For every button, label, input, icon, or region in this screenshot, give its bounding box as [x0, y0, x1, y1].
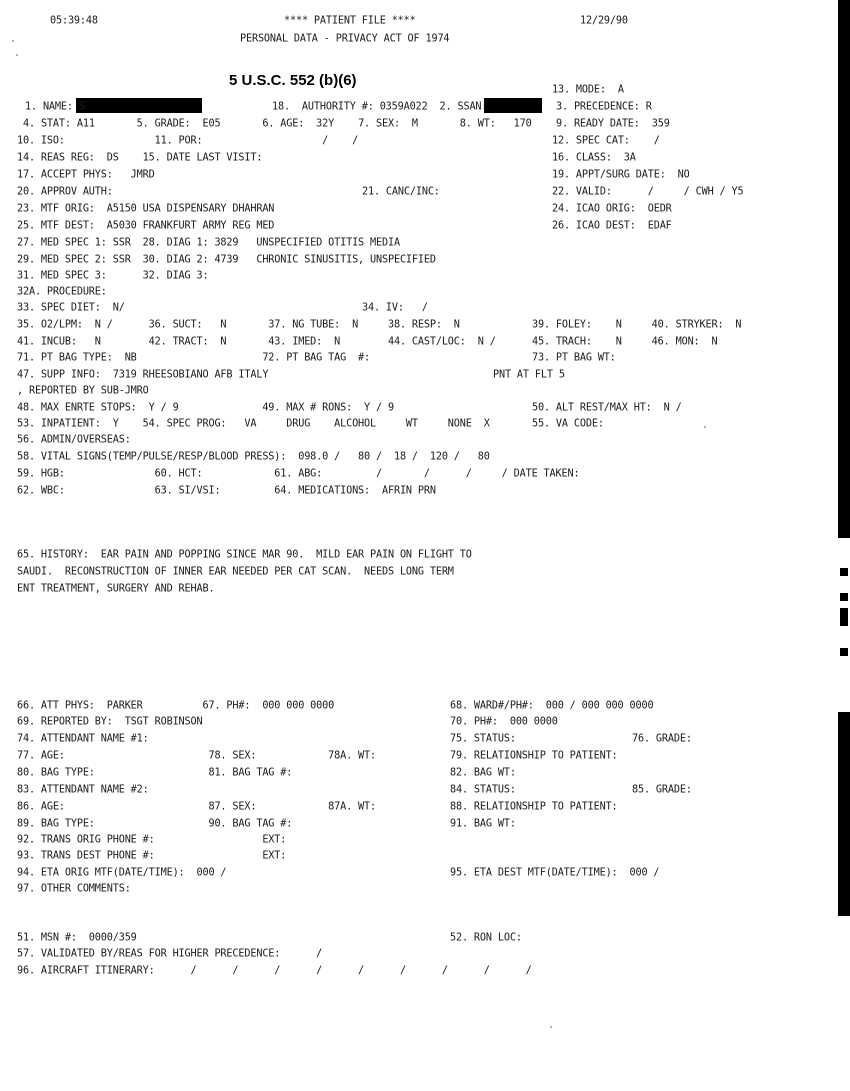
history-line-1: 65. HISTORY: EAR PAIN AND POPPING SINCE MAR 90. MILD EAR PAIN ON FLIGHT TO: [17, 549, 472, 561]
trans-orig-phone-line: 92. TRANS ORIG PHONE #: EXT:: [17, 834, 287, 846]
scan-edge-mark: [840, 608, 848, 626]
patient-stats-line: 4. STAT: A11 5. GRADE: E05 6. AGE: 32Y 7. SEX: M 8. WT: 170: [23, 118, 532, 130]
procedure-field: 32A. PROCEDURE:: [17, 286, 107, 298]
spec-cat-field: 12. SPEC CAT: /: [552, 135, 660, 147]
document-title: **** PATIENT FILE ****: [284, 15, 416, 27]
scan-speck: [704, 426, 706, 428]
redaction-code-stamp: 5 U.S.C. 552 (b)(6): [229, 72, 357, 89]
attendant-1-name-field: 74. ATTENDANT NAME #1:: [17, 733, 149, 745]
trans-dest-phone-line: 93. TRANS DEST PHONE #: EXT:: [17, 850, 287, 862]
ward-phone-field: 68. WARD#/PH#: 000 / 000 000 0000: [450, 700, 654, 712]
medications-line: 62. WBC: 63. SI/VSI: 64. MEDICATIONS: AFRIN PRN: [17, 485, 436, 497]
va-code-field: 55. VA CODE:: [532, 418, 604, 430]
equipment-line-1: 35. O2/LPM: N / 36. SUCT: N 37. NG TUBE: N 38. RESP: N: [17, 319, 460, 331]
ssan-redaction-block: [484, 98, 542, 113]
validated-by-field: 57. VALIDATED BY/REAS FOR HIGHER PRECEDENCE: /: [17, 948, 323, 960]
name-redaction-block: [76, 98, 202, 113]
trach-mon-field: 45. TRACH: N 46. MON: N: [532, 336, 718, 348]
icao-dest-field: 26. ICAO DEST: EDAF: [552, 220, 672, 232]
mtf-orig-field: 23. MTF ORIG: A5150 USA DISPENSARY DHAHRAN: [17, 203, 275, 215]
eta-dest-field: 95. ETA DEST MTF(DATE/TIME): 000 /: [450, 867, 660, 879]
mode-field: 13. MODE: A: [552, 84, 624, 96]
max-enrte-line: 48. MAX ENRTE STOPS: Y / 9 49. MAX # RONS: Y / 9: [17, 402, 394, 414]
history-line-3: ENT TREATMENT, SURGERY AND REHAB.: [17, 583, 215, 595]
scan-edge-bar-top: [838, 0, 850, 538]
vital-signs-line: 58. VITAL SIGNS(TEMP/PULSE/RESP/BLOOD PRESS): 098.0 / 80 / 18 / 120 / 80: [17, 451, 490, 463]
alt-rest-field: 50. ALT REST/MAX HT: N /: [532, 402, 682, 414]
attendant-1-bag-line: 80. BAG TYPE: 81. BAG TAG #:: [17, 767, 293, 779]
attendant-2-status-field: 84. STATUS:: [450, 784, 516, 796]
appt-surg-date-field: 19. APPT/SURG DATE: NO: [552, 169, 690, 181]
pnt-at-flt-text: PNT AT FLT 5: [493, 369, 565, 381]
scan-speck: [16, 54, 18, 56]
reporter-phone-field: 70. PH#: 000 0000: [450, 716, 558, 728]
attendant-1-status-field: 75. STATUS:: [450, 733, 516, 745]
admin-overseas-field: 56. ADMIN/OVERSEAS:: [17, 434, 131, 446]
scan-edge-mark: [840, 648, 848, 656]
scan-edge-mark: [840, 593, 848, 601]
attendant-2-relationship-field: 88. RELATIONSHIP TO PATIENT:: [450, 801, 618, 813]
iv-field: 34. IV: /: [362, 302, 428, 314]
canc-inc-field: 21. CANC/INC:: [362, 186, 440, 198]
ron-loc-field: 52. RON LOC:: [450, 932, 522, 944]
name-field: 1. NAME: S: [25, 101, 85, 113]
pt-bag-wt-field: 73. PT BAG WT:: [532, 352, 616, 364]
attendant-2-grade-field: 85. GRADE:: [632, 784, 692, 796]
reported-by-sub-text: , REPORTED BY SUB-JMRO: [17, 385, 149, 397]
approv-auth-field: 20. APPROV AUTH:: [17, 186, 113, 198]
med-spec-2-line: 29. MED SPEC 2: SSR 30. DIAG 2: 4739 CHRONIC SINUSITIS, UNSPECIFIED: [17, 254, 436, 266]
reported-by-field: 69. REPORTED BY: TSGT ROBINSON: [17, 716, 203, 728]
authority-ssan-field: 18. AUTHORITY #: 0359A022 2. SSAN:: [272, 101, 488, 113]
document-subtitle: PERSONAL DATA - PRIVACY ACT OF 1974: [240, 33, 450, 45]
inpatient-line: 53. INPATIENT: Y 54. SPEC PROG: VA DRUG ALCOHOL WT NONE X: [17, 418, 490, 430]
att-phys-line: 66. ATT PHYS: PARKER 67. PH#: 000 000 0000: [17, 700, 335, 712]
attendant-2-bag-line: 89. BAG TYPE: 90. BAG TAG #:: [17, 818, 293, 830]
foley-stryker-field: 39. FOLEY: N 40. STRYKER: N: [532, 319, 742, 331]
scan-edge-mark: [840, 568, 848, 576]
history-line-2: SAUDI. RECONSTRUCTION OF INNER EAR NEEDED PER CAT SCAN. NEEDS LONG TERM: [17, 566, 454, 578]
other-comments-field: 97. OTHER COMMENTS:: [17, 883, 131, 895]
spec-diet-field: 33. SPEC DIET: N/: [17, 302, 125, 314]
ready-date-field: 9. READY DATE: 359: [556, 118, 670, 130]
attendant-1-age-line: 77. AGE: 78. SEX: 78A. WT:: [17, 750, 377, 762]
precedence-field: 3. PRECEDENCE: R: [556, 101, 652, 113]
pt-bag-line: 71. PT BAG TYPE: NB 72. PT BAG TAG #:: [17, 352, 371, 364]
supp-info-field: 47. SUPP INFO: 7319 RHEESOBIANO AFB ITALY: [17, 369, 269, 381]
scan-edge-bar-bottom: [838, 712, 850, 916]
scan-speck: [550, 1026, 552, 1028]
class-field: 16. CLASS: 3A: [552, 152, 636, 164]
valid-field: 22. VALID: / / CWH / Y5: [552, 186, 744, 198]
attendant-2-age-line: 86. AGE: 87. SEX: 87A. WT:: [17, 801, 377, 813]
print-time: 05:39:48: [50, 15, 98, 27]
eta-orig-field: 94. ETA ORIG MTF(DATE/TIME): 000 /: [17, 867, 227, 879]
scan-speck: [12, 40, 14, 42]
attendant-1-bag-wt-field: 82. BAG WT:: [450, 767, 516, 779]
lab-values-line: 59. HGB: 60. HCT: 61. ABG: / / / / DATE TAKEN:: [17, 468, 580, 480]
med-spec-1-line: 27. MED SPEC 1: SSR 28. DIAG 1: 3829 UNSPECIFIED OTITIS MEDIA: [17, 237, 400, 249]
icao-orig-field: 24. ICAO ORIG: OEDR: [552, 203, 672, 215]
attendant-2-name-field: 83. ATTENDANT NAME #2:: [17, 784, 149, 796]
med-spec-3-line: 31. MED SPEC 3: 32. DIAG 3:: [17, 270, 209, 282]
attendant-2-bag-wt-field: 91. BAG WT:: [450, 818, 516, 830]
iso-por-line: 10. ISO: 11. POR: / /: [17, 135, 359, 147]
msn-field: 51. MSN #: 0000/359: [17, 932, 137, 944]
reas-reg-line: 14. REAS REG: DS 15. DATE LAST VISIT:: [17, 152, 263, 164]
attendant-1-relationship-field: 79. RELATIONSHIP TO PATIENT:: [450, 750, 618, 762]
accept-phys-field: 17. ACCEPT PHYS: JMRD: [17, 169, 155, 181]
equipment-line-2: 41. INCUB: N 42. TRACT: N 43. IMED: N 44. CAST/LOC: N /: [17, 336, 496, 348]
attendant-1-grade-field: 76. GRADE:: [632, 733, 692, 745]
mtf-dest-field: 25. MTF DEST: A5030 FRANKFURT ARMY REG MED: [17, 220, 275, 232]
aircraft-itinerary-line: 96. AIRCRAFT ITINERARY: / / / / / / / / /: [17, 965, 532, 977]
print-date: 12/29/90: [580, 15, 628, 27]
